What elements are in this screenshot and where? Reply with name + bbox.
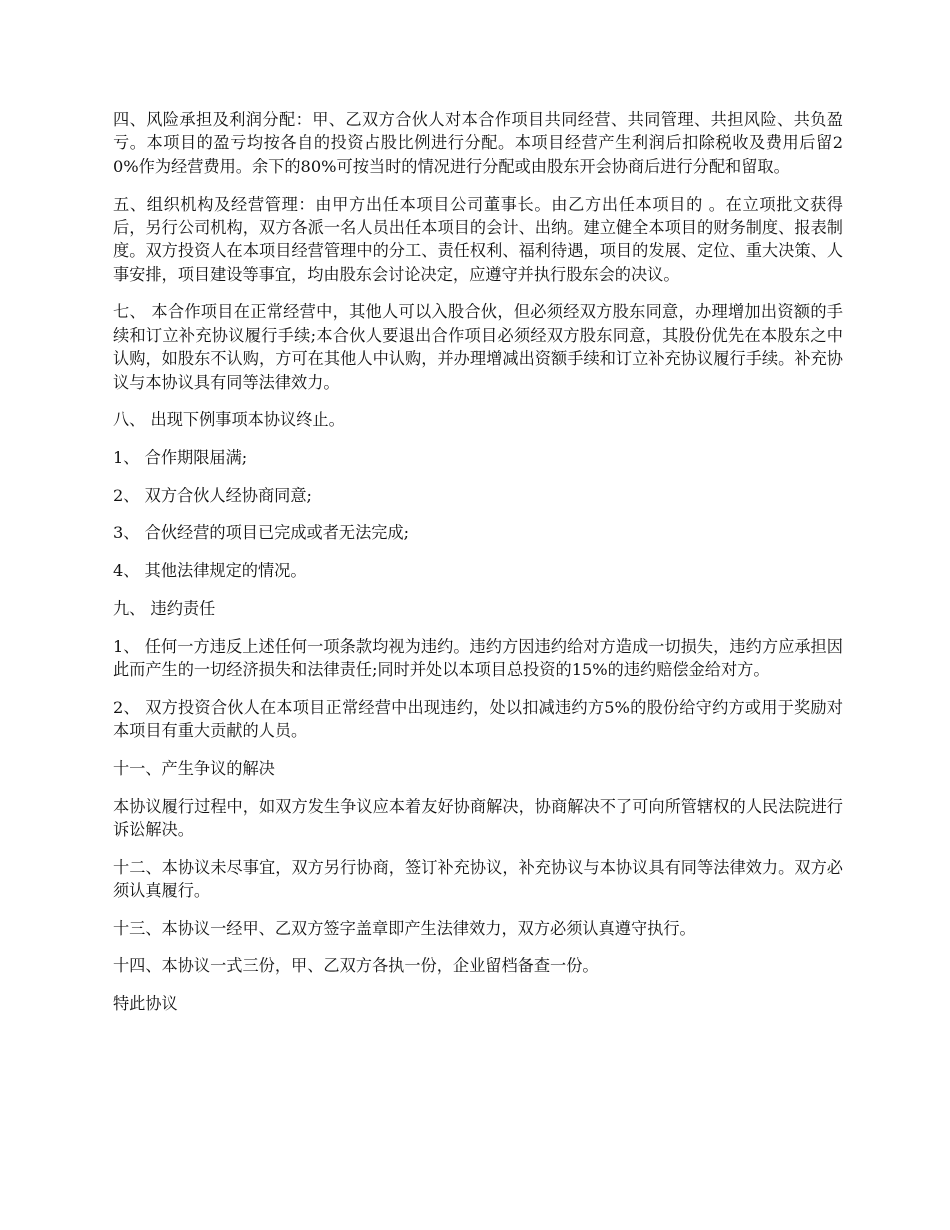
clause-8-item-1: 1、 合作期限届满; bbox=[113, 448, 248, 468]
clause-9-heading: 九、 违约责任 bbox=[113, 598, 216, 618]
closing-line: 特此协议 bbox=[113, 994, 178, 1014]
clause-14: 十四、本协议一式三份，甲、乙双方各执一份，企业留档备查一份。 bbox=[113, 956, 599, 976]
clause-9-item-1: 1、 任何一方违反上述任何一项条款均视为违约。违约方因违约给对方造成一切损失，违约方应承担因此而产生的一切经济损失和法律责任;同时并处以本项目总投资的15%的违约赔偿金给对方。 bbox=[113, 636, 843, 679]
clause-8-item-4: 4、 其他法律规定的情况。 bbox=[113, 561, 307, 581]
clause-9-item-2: 2、 双方投资合伙人在本项目正常经营中出现违约，处以扣减违约方5%的股份给守约方或用于奖励对本项目有重大贡献的人员。 bbox=[113, 697, 843, 741]
document-page bbox=[113, 108, 843, 1030]
clause-8-heading: 八、 出现下例事项本协议终止。 bbox=[113, 410, 345, 430]
clause-5-organization: 五、组织机构及经营管理：由甲方出任本项目公司董事长。由乙方出任本项目的 。在立项批文获得后，另行公司机构，双方各派一名人员出任本项目的会计、出纳。建立健全本项目的财务制度、报表制度。双方投资人在本项目经营管理中的分工、责任权利、福利待遇，项目的发展、定位、重大决策、人事安排，项目建设等事宜，均由股东会讨论决定，应遵守并执行股东会的决议。 bbox=[113, 194, 843, 284]
clause-13: 十三、本协议一经甲、乙双方签字盖章即产生法律效力，双方必须认真遵守执行。 bbox=[113, 918, 696, 938]
clause-11-heading: 十一、产生争议的解决 bbox=[113, 758, 275, 778]
clause-4-risk-profit: 四、风险承担及利润分配：甲、乙双方合伙人对本合作项目共同经营、共同管理、共担风险、共负盈亏。本项目的盈亏均按各自的投资占股比例进行分配。本项目经营产生利润后扣除税收及费用后留20%作为经营费用。余下的80%可按当时的情况进行分配或由股东开会协商后进行分配和留取。 bbox=[113, 110, 843, 176]
clause-7-partnership-change: 七、 本合作项目在正常经营中，其他人可以入股合伙，但必须经双方股东同意，办理增加出资额的手续和订立补充协议履行手续;本合伙人要退出合作项目必须经双方股东同意，其股份优先在本股东之中认购，如股东不认购，方可在其他人中认购，并办理增减出资额手续和订立补充协议履行手续。补充协议与本协议具有同等法律效力。 bbox=[113, 302, 843, 392]
clause-8-item-3: 3、 合伙经营的项目已完成或者无法完成; bbox=[113, 523, 410, 543]
clause-11-body: 本协议履行过程中，如双方发生争议应本着友好协商解决，协商解决不了可向所管辖权的人民法院进行诉讼解决。 bbox=[113, 796, 843, 839]
clause-12: 十二、本协议未尽事宜，双方另行协商，签订补充协议，补充协议与本协议具有同等法律效力。双方必须认真履行。 bbox=[113, 857, 843, 901]
clause-8-item-2: 2、 双方合伙人经协商同意; bbox=[113, 485, 312, 505]
